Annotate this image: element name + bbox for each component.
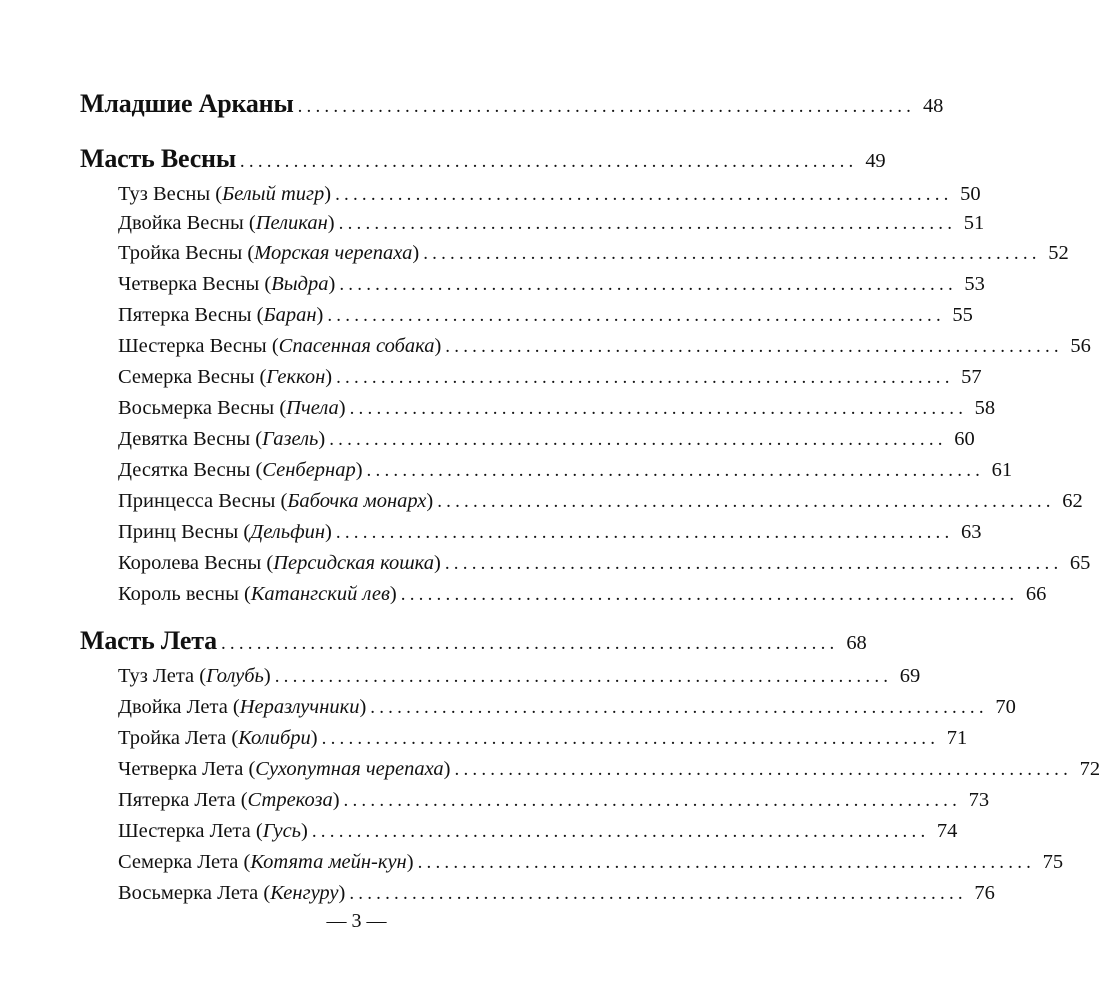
toc-entry[interactable] xyxy=(118,882,995,905)
dot-leader: ..................................................................... xyxy=(297,96,916,117)
toc-entry[interactable] xyxy=(118,552,1091,575)
entry-title: Семерка Весны (Геккон) xyxy=(118,366,333,388)
entry-subtitle: Персидская кошка xyxy=(273,552,435,574)
dot-leader: ..................................................................... xyxy=(366,460,985,481)
entry-subtitle: Кенгуру xyxy=(270,882,339,904)
entry-subtitle: Голубь xyxy=(206,665,264,687)
toc-entry[interactable] xyxy=(118,335,1091,358)
dot-leader: ..................................................................... xyxy=(311,821,930,842)
entry-title: Четверка Весны (Выдра) xyxy=(118,273,336,295)
page-number: 57 xyxy=(961,366,982,388)
dot-leader: ..................................................................... xyxy=(445,336,1063,357)
page-number: 49 xyxy=(865,150,886,172)
page-number: 73 xyxy=(968,789,990,811)
page-number: 68 xyxy=(846,632,867,654)
page-number: 69 xyxy=(899,665,921,687)
toc-entry[interactable] xyxy=(118,820,958,843)
dot-leader: ..................................................................... xyxy=(400,584,1019,605)
dot-leader: ..................................................................... xyxy=(339,274,957,295)
page-number: 58 xyxy=(974,397,996,419)
toc-entry[interactable] xyxy=(118,789,990,812)
dot-leader: ..................................................................... xyxy=(335,522,954,543)
entry-title: Шестерка Весны (Спасенная собака) xyxy=(118,335,442,357)
toc-entry[interactable] xyxy=(118,304,973,327)
page-number: 50 xyxy=(960,183,981,205)
entry-title: Тройка Лета (Колибри) xyxy=(118,727,318,749)
section-title: Младшие Арканы xyxy=(80,89,294,118)
page-number: 48 xyxy=(923,95,944,117)
entry-title: Двойка Лета (Неразлучники) xyxy=(118,696,367,718)
dot-leader: ..................................................................... xyxy=(327,305,945,326)
toc-entry[interactable] xyxy=(118,696,1016,719)
dot-leader: ..................................................................... xyxy=(239,151,858,172)
dot-leader: ..................................................................... xyxy=(349,398,968,419)
toc-entry[interactable] xyxy=(118,428,975,451)
toc-entry[interactable] xyxy=(118,242,1069,265)
page-number: 75 xyxy=(1042,851,1064,873)
entry-subtitle: Дельфин xyxy=(250,521,326,543)
toc-entry[interactable] xyxy=(118,521,982,544)
entry-subtitle: Катангский лев xyxy=(250,583,390,605)
entry-subtitle: Спасенная собака xyxy=(278,335,435,357)
section-title: Масть Весны xyxy=(80,144,236,173)
entry-title: Шестерка Лета (Гусь) xyxy=(118,820,308,842)
entry-title: Тройка Весны (Морская черепаха) xyxy=(118,242,420,264)
entry-subtitle: Пеликан xyxy=(255,212,328,234)
toc-entry[interactable] xyxy=(118,273,985,296)
entry-title: Девятка Весны (Газель) xyxy=(118,428,326,450)
page-number: 71 xyxy=(946,727,968,749)
page-number: 74 xyxy=(936,820,958,842)
entry-title: Принц Весны (Дельфин) xyxy=(118,521,332,543)
page-number: 76 xyxy=(974,882,995,904)
dot-leader: ..................................................................... xyxy=(338,213,957,234)
entry-title: Четверка Лета (Сухопутная черепаха) xyxy=(118,758,451,780)
page-number: 62 xyxy=(1062,490,1083,512)
page-number: 52 xyxy=(1048,242,1069,264)
dot-leader: ..................................................................... xyxy=(454,759,1073,780)
entry-subtitle: Газель xyxy=(262,428,319,450)
entry-subtitle: Выдра xyxy=(271,273,329,295)
page-number: 56 xyxy=(1070,335,1091,357)
entry-subtitle: Стрекоза xyxy=(247,789,333,811)
dot-leader: ..................................................................... xyxy=(321,728,940,749)
toc-entry[interactable] xyxy=(118,665,921,688)
page-number: 65 xyxy=(1069,552,1091,574)
dot-leader: ..................................................................... xyxy=(336,367,954,388)
section-title: Масть Лета xyxy=(80,626,217,655)
entry-title: Пятерка Лета (Стрекоза) xyxy=(118,789,340,811)
toc-entry[interactable] xyxy=(118,758,1100,781)
dot-leader: ..................................................................... xyxy=(349,883,967,904)
entry-subtitle: Морская черепаха xyxy=(254,242,413,264)
entry-title: Десятка Весны (Сенбернар) xyxy=(118,459,363,481)
dot-leader: ..................................................................... xyxy=(444,553,1063,574)
dot-leader: ..................................................................... xyxy=(437,491,1055,512)
dot-leader: ..................................................................... xyxy=(343,790,962,811)
dot-leader: ..................................................................... xyxy=(335,184,953,205)
entry-subtitle: Котята мейн-кун xyxy=(250,851,407,873)
entry-subtitle: Сенбернар xyxy=(262,459,356,481)
toc-entry[interactable] xyxy=(118,490,1083,513)
entry-title: Туз Лета (Голубь) xyxy=(118,665,271,687)
toc-entry[interactable] xyxy=(118,212,985,235)
entry-title: Восьмерка Весны (Пчела) xyxy=(118,397,346,419)
page-number: 63 xyxy=(960,521,982,543)
toc-section-heading[interactable] xyxy=(80,144,886,174)
dot-leader: ..................................................................... xyxy=(220,633,839,654)
entry-subtitle: Гусь xyxy=(262,820,302,842)
page-number: 53 xyxy=(964,273,985,295)
dot-leader: ..................................................................... xyxy=(423,243,1041,264)
dot-leader: ..................................................................... xyxy=(329,429,947,450)
entry-subtitle: Белый тигр xyxy=(222,183,325,205)
entry-title: Восьмерка Лета (Кенгуру) xyxy=(118,882,346,904)
entry-subtitle: Бабочка монарх xyxy=(287,490,427,512)
entry-subtitle: Колибри xyxy=(238,727,311,749)
entry-title: Королева Весны (Персидская кошка) xyxy=(118,552,441,574)
page-number: 61 xyxy=(991,459,1013,481)
entry-title: Король весны (Катангский лев) xyxy=(118,583,397,605)
page-number: 55 xyxy=(952,304,973,326)
toc-entry[interactable] xyxy=(118,851,1064,874)
entry-subtitle: Геккон xyxy=(266,366,326,388)
entry-subtitle: Неразлучники xyxy=(239,696,360,718)
page-number: 70 xyxy=(995,696,1016,718)
entry-title: Пятерка Весны (Баран) xyxy=(118,304,324,326)
page-folio: — 3 — xyxy=(326,910,387,932)
dot-leader: ..................................................................... xyxy=(370,697,988,718)
toc-section-heading[interactable] xyxy=(80,89,944,119)
page-number: 66 xyxy=(1025,583,1047,605)
page-number: 51 xyxy=(963,212,985,234)
page-number: 72 xyxy=(1079,758,1100,780)
page-number: 60 xyxy=(954,428,975,450)
entry-subtitle: Баран xyxy=(263,304,317,326)
toc-entry[interactable] xyxy=(118,183,981,206)
entry-title: Туз Весны (Белый тигр) xyxy=(118,183,332,205)
toc-entry[interactable] xyxy=(118,583,1047,606)
entry-title: Семерка Лета (Котята мейн-кун) xyxy=(118,851,414,873)
entry-subtitle: Пчела xyxy=(286,397,339,419)
toc-entry[interactable] xyxy=(118,366,982,389)
entry-title: Двойка Весны (Пеликан) xyxy=(118,212,335,234)
toc-section-heading[interactable] xyxy=(80,626,867,656)
entry-subtitle: Сухопутная черепаха xyxy=(255,758,444,780)
toc-entry[interactable] xyxy=(118,727,968,750)
toc-entry[interactable] xyxy=(118,459,1013,482)
entry-title: Принцесса Весны (Бабочка монарх) xyxy=(118,490,434,512)
toc-entry[interactable] xyxy=(118,397,996,420)
dot-leader: ..................................................................... xyxy=(274,666,893,687)
dot-leader: ..................................................................... xyxy=(417,852,1036,873)
